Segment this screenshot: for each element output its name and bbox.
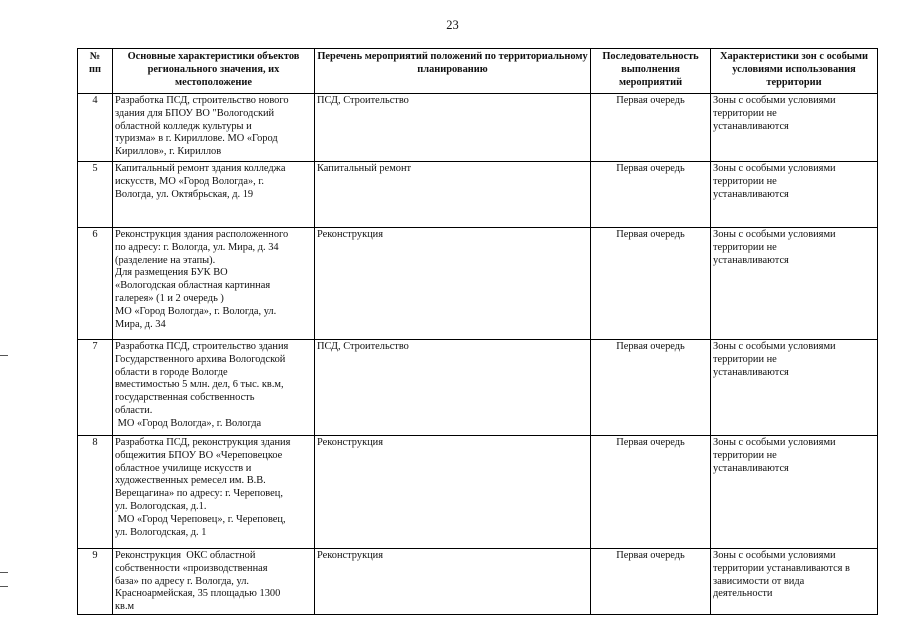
zone-line: Зоны с особыми условиями	[713, 437, 836, 448]
object-description	[113, 228, 315, 340]
description-line: искусств, МО «Город Вологда», г.	[115, 175, 265, 187]
zone-line: устанавливаются	[713, 188, 789, 200]
object-description	[113, 436, 315, 549]
header-measures: Перечень мероприятий положений по территориальному планированию	[315, 49, 591, 94]
row-number: 6	[78, 228, 113, 340]
description-line: общежития БПОУ ВО «Череповецкое	[115, 449, 283, 461]
description-line: Реконструкция ОКС областной	[115, 550, 256, 561]
zone-line: устанавливаются	[713, 462, 789, 474]
zone-line: территории не	[713, 107, 777, 119]
description-line: Реконструкция здания расположенного	[115, 229, 289, 240]
description-line: ул. Вологодская, д.1.	[115, 500, 207, 512]
zone-line: Зоны с особыми условиями	[713, 163, 836, 174]
implementation-sequence: Первая очередь	[591, 94, 711, 162]
description-line: Разработка ПСД, реконструкция здания	[115, 437, 291, 448]
zone-line: территории устанавливаются в	[713, 562, 850, 574]
margin-mark	[0, 586, 8, 587]
zone-characteristics	[711, 340, 878, 436]
table-row	[78, 436, 878, 549]
implementation-sequence: Первая очередь	[591, 549, 711, 615]
zone-characteristics	[711, 436, 878, 549]
description-line: области.	[115, 404, 153, 416]
description-line: государственная собственность	[115, 392, 255, 404]
description-line: галерея» (1 и 2 очередь )	[115, 292, 224, 304]
zone-line: Зоны с особыми условиями	[713, 550, 836, 561]
implementation-sequence: Первая очередь	[591, 436, 711, 549]
description-line: художественных ремесел им. В.В.	[115, 475, 266, 487]
planning-measures: Капитальный ремонт	[315, 162, 591, 228]
header-zones: Характеристики зон с особыми условиями использования территории	[711, 49, 878, 94]
zone-line: территории не	[713, 175, 777, 187]
implementation-sequence: Первая очередь	[591, 228, 711, 340]
description-line: МО «Город Череповец», г. Череповец,	[115, 513, 286, 525]
table-row	[78, 228, 878, 340]
object-description	[113, 340, 315, 436]
planning-measures: Реконструкция	[315, 436, 591, 549]
zone-characteristics	[711, 549, 878, 615]
description-line: Красноармейская, 35 площадью 1300	[115, 588, 281, 600]
implementation-sequence: Первая очередь	[591, 162, 711, 228]
margin-mark	[0, 355, 8, 356]
description-line: Кириллов», г. Кириллов	[115, 146, 222, 158]
planning-measures: Реконструкция	[315, 549, 591, 615]
page-number: 23	[446, 18, 459, 32]
table-header-row	[78, 49, 878, 94]
zone-line: Зоны с особыми условиями	[713, 229, 836, 240]
row-number: 8	[78, 436, 113, 549]
description-line: по адресу: г. Вологда, ул. Мира, д. 34	[115, 241, 279, 253]
planning-measures: Реконструкция	[315, 228, 591, 340]
zone-line: зависимости от вида	[713, 575, 805, 587]
description-line: здания для БПОУ ВО "Вологодский	[115, 107, 275, 119]
description-line: Разработка ПСД, строительство здания	[115, 341, 289, 352]
description-line: Вологда, ул. Октябрьская, д. 19	[115, 188, 254, 200]
header-number: № пп	[78, 49, 113, 94]
row-number: 9	[78, 549, 113, 615]
row-number: 5	[78, 162, 113, 228]
description-line: областной колледж культуры и	[115, 120, 252, 132]
description-line: областное училище искусств и	[115, 462, 252, 474]
zone-line: устанавливаются	[713, 254, 789, 266]
description-line: кв.м	[115, 601, 135, 613]
description-line: вместимостью 5 млн. дел, 6 тыс. кв.м,	[115, 379, 284, 391]
zone-line: устанавливаются	[713, 120, 789, 132]
description-line: Государственного архива Вологодской	[115, 353, 286, 365]
planning-measures: ПСД, Строительство	[315, 94, 591, 162]
zone-line: территории не	[713, 241, 777, 253]
table-row	[78, 94, 878, 162]
table-row	[78, 162, 878, 228]
margin-mark	[0, 572, 8, 573]
table-row	[78, 549, 878, 615]
description-line: МО «Город Вологда», г. Вологда, ул.	[115, 305, 277, 317]
object-description	[113, 94, 315, 162]
planning-measures: ПСД, Строительство	[315, 340, 591, 436]
description-line: Мира, д. 34	[115, 318, 166, 330]
description-line: база» по адресу г. Вологда, ул.	[115, 575, 250, 587]
description-line: (разделение на этапы).	[115, 254, 216, 266]
header-description: Основные характеристики объектов регионального значения, их местоположение	[113, 49, 315, 94]
description-line: области в городе Вологде	[115, 366, 228, 378]
object-description	[113, 549, 315, 615]
zone-line: территории не	[713, 449, 777, 461]
description-line: МО «Город Вологда», г. Вологда	[115, 417, 262, 429]
zone-characteristics	[711, 228, 878, 340]
zone-characteristics	[711, 94, 878, 162]
description-line: Капитальный ремонт здания колледжа	[115, 163, 286, 174]
description-line: ул. Вологодская, д. 1	[115, 526, 207, 538]
header-sequence: Последовательность выполнения мероприятий	[591, 49, 711, 94]
table-row	[78, 340, 878, 436]
zone-line: территории не	[713, 353, 777, 365]
description-line: Для размещения БУК ВО	[115, 267, 228, 279]
zone-line: Зоны с особыми условиями	[713, 341, 836, 352]
planning-table	[77, 48, 878, 615]
zone-line: Зоны с особыми условиями	[713, 95, 836, 106]
row-number: 4	[78, 94, 113, 162]
zone-characteristics	[711, 162, 878, 228]
row-number: 7	[78, 340, 113, 436]
zone-line: устанавливаются	[713, 366, 789, 378]
object-description	[113, 162, 315, 228]
implementation-sequence: Первая очередь	[591, 340, 711, 436]
description-line: «Вологодская областная картинная	[115, 280, 271, 292]
description-line: Верещагина» по адресу: г. Череповец,	[115, 488, 283, 500]
description-line: собственности «производственная	[115, 562, 268, 574]
zone-line: деятельности	[713, 588, 773, 600]
description-line: туризма» в г. Кириллове. МО «Город	[115, 133, 278, 145]
description-line: Разработка ПСД, строительство нового	[115, 95, 289, 106]
